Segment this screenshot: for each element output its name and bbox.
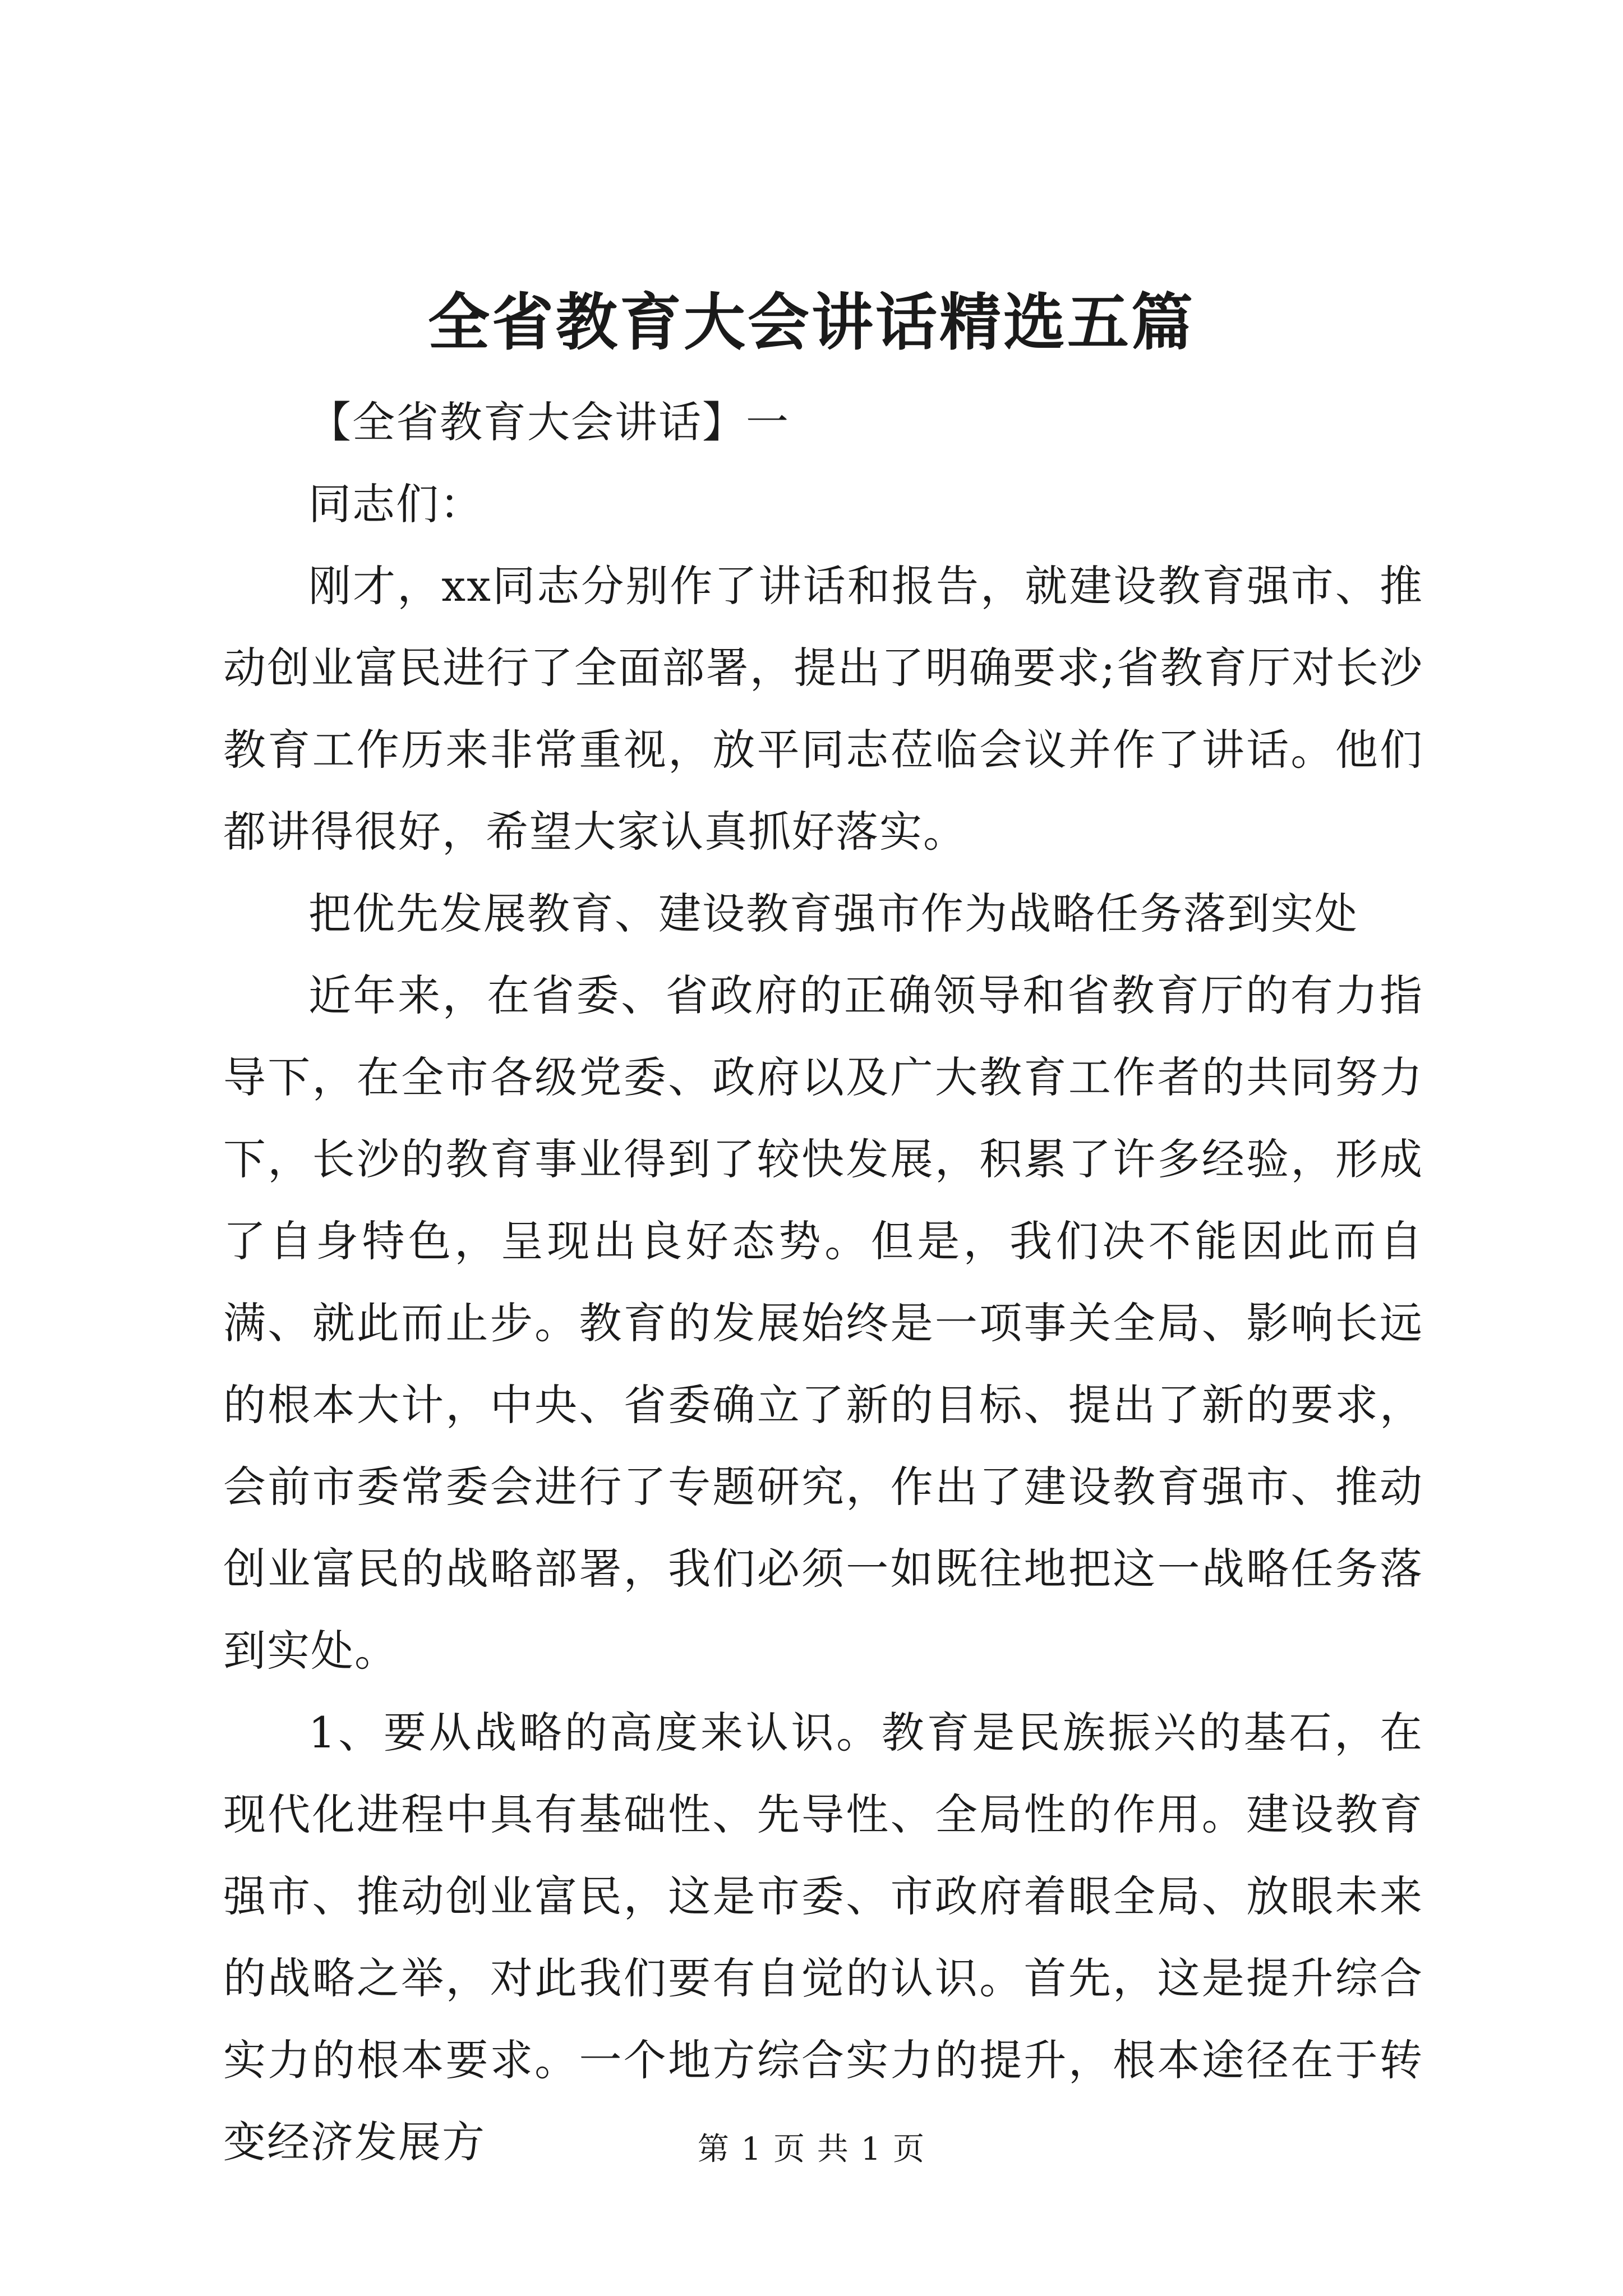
document-title: 全省教育大会讲话精选五篇	[428, 286, 1195, 358]
subheading: 把优先发展教育、建设教育强市作为战略任务落到实处	[308, 889, 1358, 938]
document-body	[223, 381, 1423, 2183]
paragraph: 1、要从战略的高度来认识。教育是民族振兴的基石，在现代化进程中具有基础性、先导性、全局性的作用。建设教育强市、推动创业富民，这是市委、市政府着眼全局、放眼未来的战略之举，对此我们要有自觉的认识。首先，这是提升综合实力的根本要求。一个地方综合实力的提升，根本途径在于转变经济发展方	[223, 1708, 1423, 2167]
section-heading: 【全省教育大会讲话】一	[308, 397, 790, 447]
salutation: 同志们：	[308, 479, 483, 529]
paragraph: 刚才，xx同志分别作了讲话和报告，就建设教育强市、推动创业富民进行了全面部署，提出了明确要求;省教育厅对长沙教育工作历来非常重视，放平同志莅临会议并作了讲话。他们都讲得很好，希望大家认真抓好落实。	[223, 561, 1423, 857]
page-footer: 第 1 页 共 1 页	[697, 2131, 926, 2168]
paragraph: 近年来，在省委、省政府的正确领导和省教育厅的有力指导下，在全市各级党委、政府以及广大教育工作者的共同努力下，长沙的教育事业得到了较快发展，积累了许多经验，形成了自身特色，呈现出良好态势。但是，我们决不能因此而自满、就此而止步。教育的发展始终是一项事关全局、影响长远的根本大计，中央、省委确立了新的目标、提出了新的要求，会前市委常委会进行了专题研究，作出了建设教育强市、推动创业富民的战略部署，我们必须一如既往地把这一战略任务落到实处。	[223, 970, 1423, 1676]
